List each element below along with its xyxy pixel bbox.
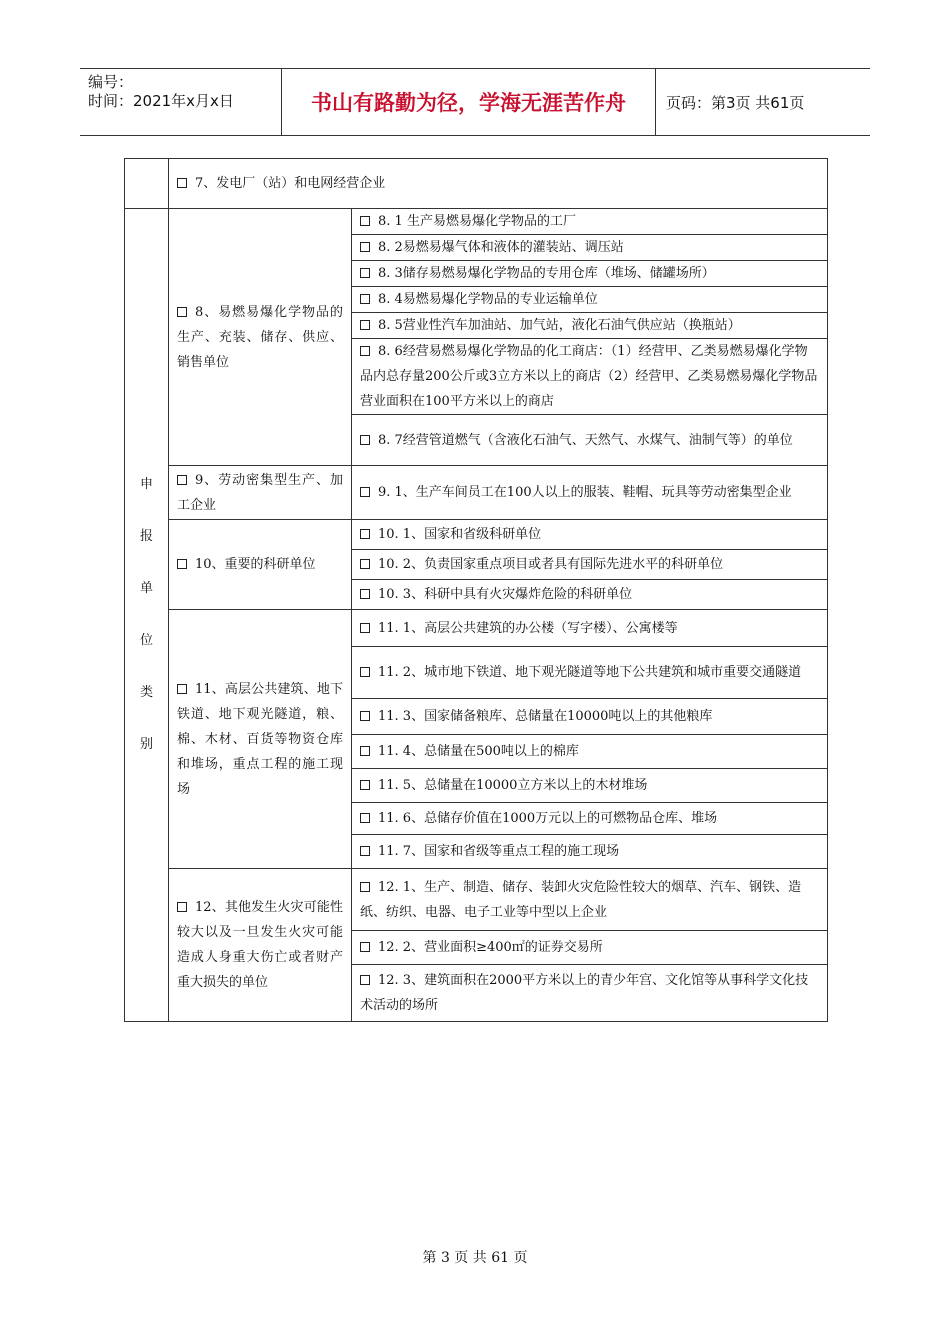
option-label: 10. 2、负责国家重点项目或者具有国际先进水平的科研单位 (378, 557, 724, 572)
option-11-5[interactable] (352, 769, 828, 803)
time-label: 时间：2021年x月x日 (88, 92, 234, 110)
option-label: 12. 3、建筑面积在2000平方米以上的青少年宫、文化馆等从事科学文化技术活动的场所 (360, 973, 809, 1013)
option-10-1[interactable] (352, 520, 828, 550)
option-label: 8. 1 生产易燃易爆化学物品的工厂 (378, 214, 576, 229)
table-row (125, 159, 828, 209)
checkbox-icon[interactable] (360, 813, 370, 823)
table-row (125, 209, 828, 235)
checkbox-icon[interactable] (177, 178, 187, 188)
option-label: 8. 2易燃易爆气体和液体的灌装站、调压站 (378, 240, 624, 255)
group-label: 8、易燃易爆化学物品的生产、充装、储存、供应、销售单位 (177, 304, 343, 370)
option-10-3[interactable] (352, 580, 828, 610)
group-label: 12、其他发生火灾可能性较大以及一旦发生火灾可能造成人身重大伤亡或者财产重大损失的单位 (177, 900, 343, 990)
checkbox-icon[interactable] (177, 559, 187, 569)
option-8-2[interactable] (352, 235, 828, 261)
checkbox-icon[interactable] (360, 487, 370, 497)
table-row (125, 610, 828, 647)
option-11-1[interactable] (352, 610, 828, 647)
group-8[interactable] (169, 209, 352, 466)
option-7[interactable] (169, 159, 828, 209)
option-12-3[interactable] (352, 965, 828, 1022)
group-11[interactable] (169, 610, 352, 869)
checkbox-icon[interactable] (177, 475, 187, 485)
group-label: 10、重要的科研单位 (195, 557, 316, 572)
checkbox-icon[interactable] (360, 216, 370, 226)
checkbox-icon[interactable] (360, 294, 370, 304)
option-label: 11. 4、总储量在500吨以上的棉库 (378, 744, 579, 759)
page-footer: 第 3 页 共 61 页 (422, 1250, 528, 1266)
option-label: 11. 1、高层公共建筑的办公楼（写字楼）、公寓楼等 (378, 620, 678, 636)
option-label: 11. 3、国家储备粮库、总储量在10000吨以上的其他粮库 (378, 709, 713, 724)
checkbox-icon[interactable] (360, 435, 370, 445)
checkbox-icon[interactable] (360, 711, 370, 721)
option-8-3[interactable] (352, 261, 828, 287)
page-header (80, 68, 870, 136)
table-row (125, 466, 828, 520)
option-label: 9. 1、生产车间员工在100人以上的服装、鞋帽、玩具等劳动密集型企业 (378, 485, 792, 500)
option-8-6[interactable] (352, 339, 828, 415)
header-page-label: 页码：第3页 共61页 (666, 93, 805, 112)
group-label: 11、高层公共建筑、地下铁道、地下观光隧道，粮、棉、木材、百货等物资仓库和堆场，重点工程的施工现场 (177, 681, 343, 797)
header-meta (80, 69, 282, 135)
checkbox-icon[interactable] (360, 242, 370, 252)
blank-side-cell (125, 159, 169, 209)
option-12-2[interactable] (352, 931, 828, 965)
number-label: 编号： (88, 73, 134, 91)
checkbox-icon[interactable] (177, 902, 187, 912)
option-8-4[interactable] (352, 287, 828, 313)
checkbox-icon[interactable] (360, 746, 370, 756)
option-8-7[interactable] (352, 415, 828, 466)
option-label: 8. 3储存易燃易爆化学物品的专用仓库（堆场、储罐场所） (378, 266, 715, 281)
option-label: 11. 5、总储量在10000立方米以上的木材堆场 (378, 778, 648, 793)
checkbox-icon[interactable] (360, 942, 370, 952)
checkbox-icon[interactable] (360, 882, 370, 892)
option-12-1[interactable] (352, 869, 828, 931)
group-label: 9、劳动密集型生产、加工企业 (177, 472, 343, 513)
option-label: 12. 1、生产、制造、储存、装卸火灾危险性较大的烟草、汽车、钢铁、造纸、纺织、电器、电子工业等中型以上企业 (360, 879, 802, 920)
group-12[interactable] (169, 869, 352, 1022)
checkbox-icon[interactable] (177, 684, 187, 694)
header-motto: 书山有路勤为径，学海无涯苦作舟 (282, 69, 656, 135)
option-11-7[interactable] (352, 835, 828, 869)
checkbox-icon[interactable] (360, 529, 370, 539)
table-row (125, 520, 828, 550)
checkbox-icon[interactable] (360, 589, 370, 599)
option-label: 11. 6、总储存价值在1000万元以上的可燃物品仓库、堆场 (378, 811, 718, 826)
option-label: 10. 3、科研中具有火灾爆炸危险的科研单位 (378, 587, 633, 602)
option-10-2[interactable] (352, 550, 828, 580)
side-category-label (125, 209, 169, 1022)
checkbox-icon[interactable] (360, 780, 370, 790)
unit-category-table (124, 158, 828, 1022)
checkbox-icon[interactable] (177, 307, 187, 317)
option-11-6[interactable] (352, 803, 828, 835)
checkbox-icon[interactable] (360, 846, 370, 856)
checkbox-icon[interactable] (360, 667, 370, 677)
side-label-text: 申报单位类别 (139, 477, 153, 752)
option-11-2[interactable] (352, 647, 828, 699)
option-label: 8. 5营业性汽车加油站、加气站，液化石油气供应站（换瓶站） (378, 318, 741, 333)
checkbox-icon[interactable] (360, 346, 370, 356)
checkbox-icon[interactable] (360, 623, 370, 633)
group-9[interactable] (169, 466, 352, 520)
option-label: 8. 7经营管道燃气（含液化石油气、天然气、水煤气、油制气等）的单位 (378, 432, 793, 448)
checkbox-icon[interactable] (360, 975, 370, 985)
option-9-1[interactable] (352, 466, 828, 520)
table-row (125, 869, 828, 931)
option-label: 11. 7、国家和省级等重点工程的施工现场 (378, 844, 620, 859)
option-8-1[interactable] (352, 209, 828, 235)
checkbox-icon[interactable] (360, 320, 370, 330)
option-label: 10. 1、国家和省级科研单位 (378, 527, 542, 542)
checkbox-icon[interactable] (360, 559, 370, 569)
option-label: 8. 6经营易燃易爆化学物品的化工商店：（1）经营甲、乙类易燃易爆化学物品内总存量200公斤或3立方米以上的商店（2）经营甲、乙类易燃易爆化学物品营业面积在100平方米以上的商店 (360, 344, 818, 409)
group-10[interactable] (169, 520, 352, 610)
checkbox-icon[interactable] (360, 268, 370, 278)
option-11-3[interactable] (352, 699, 828, 735)
option-11-4[interactable] (352, 735, 828, 769)
option-label: 11. 2、城市地下铁道、地下观光隧道等地下公共建筑和城市重要交通隧道 (378, 665, 802, 680)
option-label: 7、发电厂（站）和电网经营企业 (195, 176, 386, 191)
option-label: 12. 2、营业面积≥400㎡的证券交易所 (378, 940, 603, 955)
option-label: 8. 4易燃易爆化学物品的专业运输单位 (378, 292, 598, 307)
option-8-5[interactable] (352, 313, 828, 339)
